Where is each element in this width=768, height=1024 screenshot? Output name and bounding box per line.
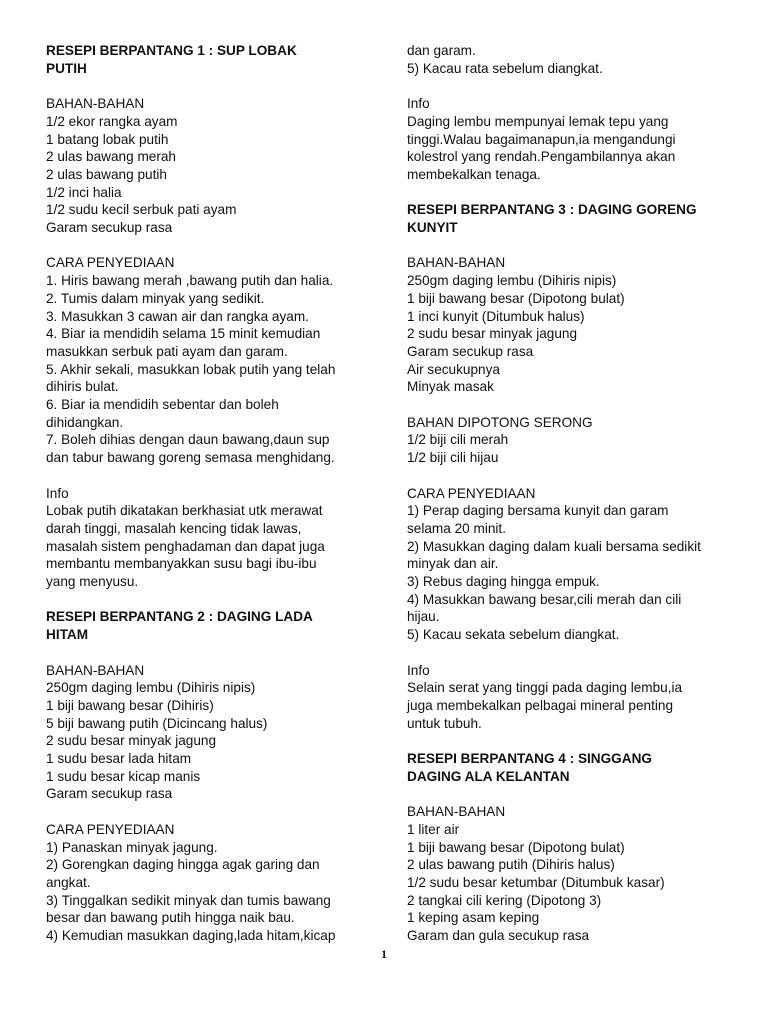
text-line: Info: [407, 96, 430, 112]
text-line: BAHAN-BAHAN: [407, 255, 506, 271]
text-line: Garam dan gula secukup rasa: [407, 928, 590, 944]
text-line: BAHAN-BAHAN: [46, 662, 145, 678]
text-line: Lobak putih dikatakan berkhasiat utk merawat: [46, 503, 323, 519]
text-line: 3) Rebus daging hingga empuk.: [407, 574, 600, 590]
text-line: 250gm daging lembu (Dihiris nipis): [46, 680, 256, 696]
text-line: BAHAN-BAHAN: [407, 804, 506, 820]
blank-line: [407, 237, 727, 255]
blank-line: [407, 644, 727, 662]
recipe-title-line: PUTIH: [46, 60, 87, 76]
recipe-title-line: HITAM: [46, 627, 89, 643]
text-line: 5) Kacau rata sebelum diangkat.: [407, 60, 603, 76]
blank-line: [46, 467, 364, 485]
recipe-title-line: RESEPI BERPANTANG 1 : SUP LOBAK: [46, 43, 297, 58]
text-line: 2 ulas bawang putih: [46, 166, 167, 182]
recipe-title-line: DAGING ALA KELANTAN: [407, 768, 570, 784]
text-line: Selain serat yang tinggi pada daging lembu,ia: [407, 680, 683, 696]
text-line: 7. Boleh dihias dengan daun bawang,daun sup: [46, 432, 330, 448]
text-line: 2 sudu besar minyak jagung: [407, 326, 578, 342]
recipe-title-line: KUNYIT: [407, 220, 458, 235]
text-line: 250gm daging lembu (Dihiris nipis): [407, 273, 617, 289]
blank-line: [407, 184, 727, 202]
text-line: 4. Biar ia mendidih selama 15 minit kemudian: [46, 326, 321, 342]
text-line: Garam secukup rasa: [46, 220, 173, 236]
text-line: Daging lembu mempunyai lemak tepu yang: [407, 113, 669, 129]
text-line: yang menyusu.: [46, 574, 139, 590]
text-line: 2 ulas bawang merah: [46, 149, 176, 165]
blank-line: [407, 467, 727, 485]
text-line: selama 20 minit.: [407, 520, 506, 536]
text-line: 3) Tinggalkan sedikit minyak dan tumis bawang: [46, 892, 331, 908]
text-line: 1 liter air: [407, 821, 460, 837]
text-line: besar dan bawang putih hingga naik bau.: [46, 910, 295, 926]
blank-line: [46, 644, 364, 662]
text-line: Info: [46, 485, 69, 501]
text-line: 6. Biar ia mendidih sebentar dan boleh: [46, 397, 279, 413]
text-line: masukkan serbuk pati ayam dan garam.: [46, 343, 288, 359]
left-column: [46, 42, 364, 945]
blank-line: [46, 591, 364, 609]
blank-line: [407, 77, 727, 95]
text-line: masalah sistem penghadaman dan dapat juga: [46, 538, 325, 554]
text-line: 1) Panaskan minyak jagung.: [46, 839, 218, 855]
page-number: 1: [381, 947, 387, 961]
text-line: CARA PENYEDIAAN: [46, 821, 175, 837]
text-line: membantu membanyakkan susu bagi ibu-ibu: [46, 556, 317, 572]
recipe-title-line: RESEPI BERPANTANG 4 : SINGGANG: [407, 751, 652, 767]
text-line: CARA PENYEDIAAN: [407, 485, 536, 501]
text-line: 1 keping asam keping: [407, 910, 540, 926]
text-line: 1/2 sudu besar ketumbar (Ditumbuk kasar): [407, 874, 665, 890]
blank-line: [407, 732, 727, 750]
blank-line: [46, 803, 364, 821]
text-line: 2. Tumis dalam minyak yang sedikit.: [46, 290, 265, 306]
text-line: 1/2 inci halia: [46, 184, 122, 200]
text-line: membekalkan tenaga.: [407, 166, 541, 182]
recipe-title-line: RESEPI BERPANTANG 2 : DAGING LADA: [46, 609, 313, 625]
text-line: 1 biji bawang besar (Dipotong bulat): [407, 290, 625, 306]
text-line: dan tabur bawang goreng semasa menghidang.: [46, 450, 335, 466]
blank-line: [46, 237, 364, 255]
text-line: 3. Masukkan 3 cawan air dan rangka ayam.: [46, 308, 309, 324]
text-line: 1 sudu besar lada hitam: [46, 751, 192, 767]
text-line: 5 biji bawang putih (Dicincang halus): [46, 715, 268, 731]
text-line: 1/2 biji cili merah: [407, 432, 509, 448]
text-line: Minyak masak: [407, 379, 494, 395]
text-line: dihidangkan.: [46, 414, 124, 430]
text-line: Garam secukup rasa: [407, 343, 534, 359]
text-line: 1/2 ekor rangka ayam: [46, 113, 178, 129]
text-line: minyak dan air.: [407, 556, 499, 572]
text-line: Garam secukup rasa: [46, 786, 173, 802]
text-line: 1) Perap daging bersama kunyit dan garam: [407, 503, 669, 519]
text-line: 2 ulas bawang putih (Dihiris halus): [407, 857, 615, 873]
text-line: juga membekalkan pelbagai mineral penting: [407, 697, 674, 713]
text-line: Info: [407, 662, 430, 678]
text-line: 1 inci kunyit (Ditumbuk halus): [407, 308, 585, 324]
blank-line: [407, 785, 727, 803]
text-line: kolestrol yang rendah.Pengambilannya akan: [407, 149, 676, 165]
text-line: darah tinggi, masalah kencing tidak lawas,: [46, 520, 302, 536]
text-line: tinggi.Walau bagaimanapun,ia mengandungi: [407, 131, 676, 147]
text-line: 2 sudu besar minyak jagung: [46, 733, 217, 749]
recipe-title-line: RESEPI BERPANTANG 3 : DAGING GORENG: [407, 202, 697, 218]
text-line: CARA PENYEDIAAN: [46, 255, 175, 271]
text-line: BAHAN-BAHAN: [46, 96, 145, 112]
text-line: BAHAN DIPOTONG SERONG: [407, 414, 593, 430]
text-line: 4) Masukkan bawang besar,cili merah dan cili: [407, 591, 682, 607]
text-line: 2) Gorengkan daging hingga agak garing dan: [46, 857, 320, 873]
text-line: Air secukupnya: [407, 361, 500, 377]
text-line: 5. Akhir sekali, masukkan lobak putih yang telah: [46, 361, 336, 377]
right-column: [407, 42, 727, 945]
text-line: 1 biji bawang besar (Dipotong bulat): [407, 839, 625, 855]
text-line: 1/2 biji cili hijau: [407, 450, 499, 466]
text-line: angkat.: [46, 874, 91, 890]
text-line: 2) Masukkan daging dalam kuali bersama sedikit: [407, 538, 701, 554]
text-line: dan garam.: [407, 43, 476, 58]
text-line: untuk tubuh.: [407, 715, 482, 731]
text-line: 4) Kemudian masukkan daging,lada hitam,kicap: [46, 928, 336, 944]
text-line: 1. Hiris bawang merah ,bawang putih dan halia.: [46, 273, 334, 289]
text-line: dihiris bulat.: [46, 379, 119, 395]
text-line: 1/2 sudu kecil serbuk pati ayam: [46, 202, 237, 218]
text-line: 1 sudu besar kicap manis: [46, 768, 201, 784]
blank-line: [407, 396, 727, 414]
text-line: 1 batang lobak putih: [46, 131, 169, 147]
blank-line: [46, 77, 364, 95]
text-line: hijau.: [407, 609, 440, 625]
text-line: 5) Kacau sekata sebelum diangkat.: [407, 627, 620, 643]
text-line: 1 biji bawang besar (Dihiris): [46, 697, 214, 713]
text-line: 2 tangkai cili kering (Dipotong 3): [407, 892, 602, 908]
